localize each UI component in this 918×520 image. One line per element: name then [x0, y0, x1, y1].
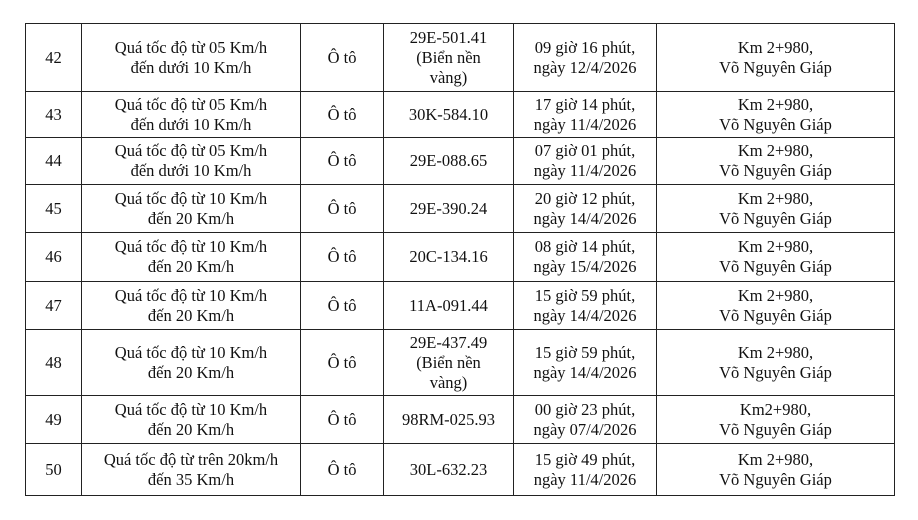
violation-description: Quá tốc độ từ 10 Km/h đến 20 Km/h [82, 233, 301, 282]
license-plate: 98RM-025.93 [384, 396, 514, 444]
violation-description: Quá tốc độ từ 10 Km/h đến 20 Km/h [82, 282, 301, 330]
license-plate: 29E-088.65 [384, 138, 514, 185]
violation-time: 17 giờ 14 phút, ngày 11/4/2026 [514, 92, 657, 138]
violation-description: Quá tốc độ từ 10 Km/h đến 20 Km/h [82, 185, 301, 233]
violation-location: Km 2+980, Võ Nguyên Giáp [657, 282, 895, 330]
table-row [26, 185, 895, 233]
row-number: 46 [26, 233, 82, 282]
table-row [26, 138, 895, 185]
license-plate: 29E-390.24 [384, 185, 514, 233]
table-row [26, 92, 895, 138]
violation-location: Km 2+980, Võ Nguyên Giáp [657, 24, 895, 92]
violation-location: Km 2+980, Võ Nguyên Giáp [657, 330, 895, 396]
license-plate: 30K-584.10 [384, 92, 514, 138]
row-number: 43 [26, 92, 82, 138]
license-plate: 29E-437.49 (Biển nền vàng) [384, 330, 514, 396]
row-number: 45 [26, 185, 82, 233]
license-plate: 30L-632.23 [384, 444, 514, 496]
violation-description: Quá tốc độ từ trên 20km/h đến 35 Km/h [82, 444, 301, 496]
violation-location: Km 2+980, Võ Nguyên Giáp [657, 233, 895, 282]
license-plate: 11A-091.44 [384, 282, 514, 330]
vehicle-type: Ô tô [301, 396, 384, 444]
violation-location: Km 2+980, Võ Nguyên Giáp [657, 444, 895, 496]
violation-time: 20 giờ 12 phút, ngày 14/4/2026 [514, 185, 657, 233]
violation-time: 15 giờ 49 phút, ngày 11/4/2026 [514, 444, 657, 496]
table-row [26, 444, 895, 496]
row-number: 50 [26, 444, 82, 496]
violations-table-body [26, 24, 895, 496]
table-row [26, 233, 895, 282]
table-row [26, 282, 895, 330]
vehicle-type: Ô tô [301, 185, 384, 233]
violation-location: Km2+980, Võ Nguyên Giáp [657, 396, 895, 444]
violations-table [25, 23, 895, 496]
vehicle-type: Ô tô [301, 138, 384, 185]
row-number: 48 [26, 330, 82, 396]
table-row [26, 396, 895, 444]
row-number: 44 [26, 138, 82, 185]
license-plate: 29E-501.41 (Biển nền vàng) [384, 24, 514, 92]
vehicle-type: Ô tô [301, 282, 384, 330]
violation-description: Quá tốc độ từ 10 Km/h đến 20 Km/h [82, 330, 301, 396]
vehicle-type: Ô tô [301, 24, 384, 92]
violation-time: 15 giờ 59 phút, ngày 14/4/2026 [514, 330, 657, 396]
violation-description: Quá tốc độ từ 05 Km/h đến dưới 10 Km/h [82, 138, 301, 185]
vehicle-type: Ô tô [301, 444, 384, 496]
violation-description: Quá tốc độ từ 05 Km/h đến dưới 10 Km/h [82, 92, 301, 138]
license-plate: 20C-134.16 [384, 233, 514, 282]
vehicle-type: Ô tô [301, 92, 384, 138]
violation-location: Km 2+980, Võ Nguyên Giáp [657, 185, 895, 233]
violation-description: Quá tốc độ từ 05 Km/h đến dưới 10 Km/h [82, 24, 301, 92]
violation-description: Quá tốc độ từ 10 Km/h đến 20 Km/h [82, 396, 301, 444]
row-number: 42 [26, 24, 82, 92]
vehicle-type: Ô tô [301, 233, 384, 282]
violation-time: 15 giờ 59 phút, ngày 14/4/2026 [514, 282, 657, 330]
row-number: 47 [26, 282, 82, 330]
vehicle-type: Ô tô [301, 330, 384, 396]
violation-time: 08 giờ 14 phút, ngày 15/4/2026 [514, 233, 657, 282]
violation-location: Km 2+980, Võ Nguyên Giáp [657, 138, 895, 185]
violation-time: 07 giờ 01 phút, ngày 11/4/2026 [514, 138, 657, 185]
violation-location: Km 2+980, Võ Nguyên Giáp [657, 92, 895, 138]
violation-time: 09 giờ 16 phút, ngày 12/4/2026 [514, 24, 657, 92]
row-number: 49 [26, 396, 82, 444]
table-row [26, 24, 895, 92]
table-row [26, 330, 895, 396]
violation-time: 00 giờ 23 phút, ngày 07/4/2026 [514, 396, 657, 444]
